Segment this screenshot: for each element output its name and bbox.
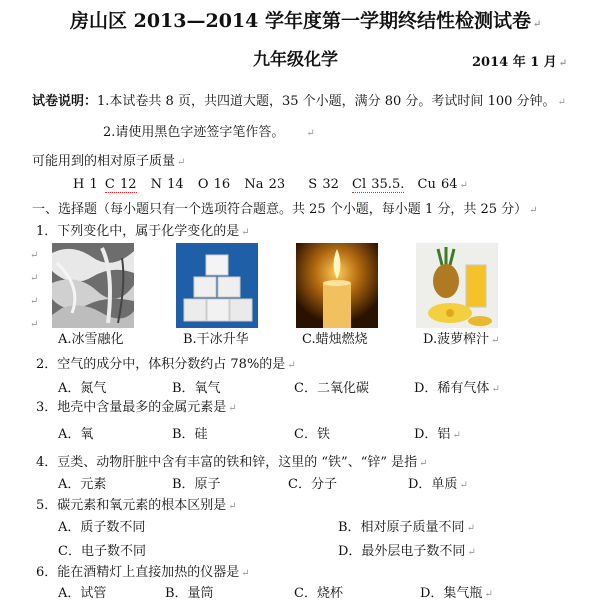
exam-title: 房山区 2013—2014 学年度第一学期终结性检测试卷 ↵: [70, 10, 542, 32]
q4-option-a: A．元素: [58, 477, 107, 492]
q1-option-b: B.干冰升华: [183, 332, 249, 347]
exam-date: 2014 年 1 月 ↵: [472, 55, 568, 70]
pineapple-juice-image: [416, 243, 498, 328]
dry-ice-image: [176, 243, 258, 328]
q6-option-b: B．量筒: [165, 586, 214, 601]
q5-option-d: D．最外层电子数不同 ↵: [338, 544, 476, 559]
line-marks: ↵ ↵ ↵ ↵: [30, 250, 39, 330]
q3-option-b: B．硅: [172, 427, 208, 442]
q2-option-d: D．稀有气体 ↵: [414, 381, 500, 396]
q5-option-c: C．电子数不同: [58, 544, 146, 559]
question-1-stem: 1．下列变化中，属于化学变化的是 ↵: [36, 224, 250, 239]
question-4-stem: 4．豆类、动物肝脏中含有丰富的铁和锌，这里的 “铁”、“锌” 是指 ↵: [36, 455, 428, 470]
question-2-stem: 2．空气的成分中，体积分数约占 78%的是 ↵: [36, 357, 296, 372]
question-5-stem: 5．碳元素和氧元素的根本区别是 ↵: [36, 498, 237, 513]
ice-melting-image: [52, 243, 134, 328]
q6-option-c: C．烧杯: [294, 586, 343, 601]
q6-option-a: A．试管: [58, 586, 107, 601]
section-heading: 一、选择题（每小题只有一个选项符合题意。共 25 个小题，每小题 1 分，共 25 分） ↵: [32, 202, 538, 217]
atomic-masses-list: H 1 C 12 N 14 O 16 Na 23 S 32 Cl 35.5. Cu 64 ↵: [73, 177, 468, 192]
q2-option-b: B．氧气: [172, 381, 221, 396]
question-3-stem: 3．地壳中含量最多的金属元素是 ↵: [36, 400, 237, 415]
q3-option-a: A．氧: [58, 427, 94, 442]
instructions-line1: 试卷说明：1.本试卷共 8 页，共四道大题，35 个小题，满分 80 分。考试时间 100 分钟。 ↵: [32, 94, 566, 109]
q1-option-d: D.菠萝榨汁 ↵: [423, 332, 500, 347]
q3-option-d: D．铝 ↵: [414, 427, 461, 442]
q2-option-c: C．二氧化碳: [294, 381, 369, 396]
q4-option-c: C．分子: [288, 477, 337, 492]
q2-option-a: A．氮气: [58, 381, 107, 396]
q3-option-c: C．铁: [294, 427, 330, 442]
q1-option-c: C.蜡烛燃烧: [302, 332, 368, 347]
question-6-stem: 6．能在酒精灯上直接加热的仪器是 ↵: [36, 565, 250, 580]
candle-image: [296, 243, 378, 328]
atomic-masses-label: 可能用到的相对原子质量 ↵: [32, 154, 186, 169]
instructions-line2: 2.请使用黑色字迹签字笔作答。 ↵: [103, 125, 315, 140]
q4-option-b: B．原子: [172, 477, 221, 492]
q5-option-b: B．相对原子质量不同 ↵: [338, 520, 475, 535]
q6-option-d: D．集气瓶 ↵: [420, 586, 493, 601]
q1-option-a: A.冰雪融化: [58, 332, 124, 347]
q5-option-a: A．质子数不同: [58, 520, 146, 535]
q4-option-d: D．单质 ↵: [408, 477, 468, 492]
subject-title: 九年级化学: [253, 50, 338, 70]
